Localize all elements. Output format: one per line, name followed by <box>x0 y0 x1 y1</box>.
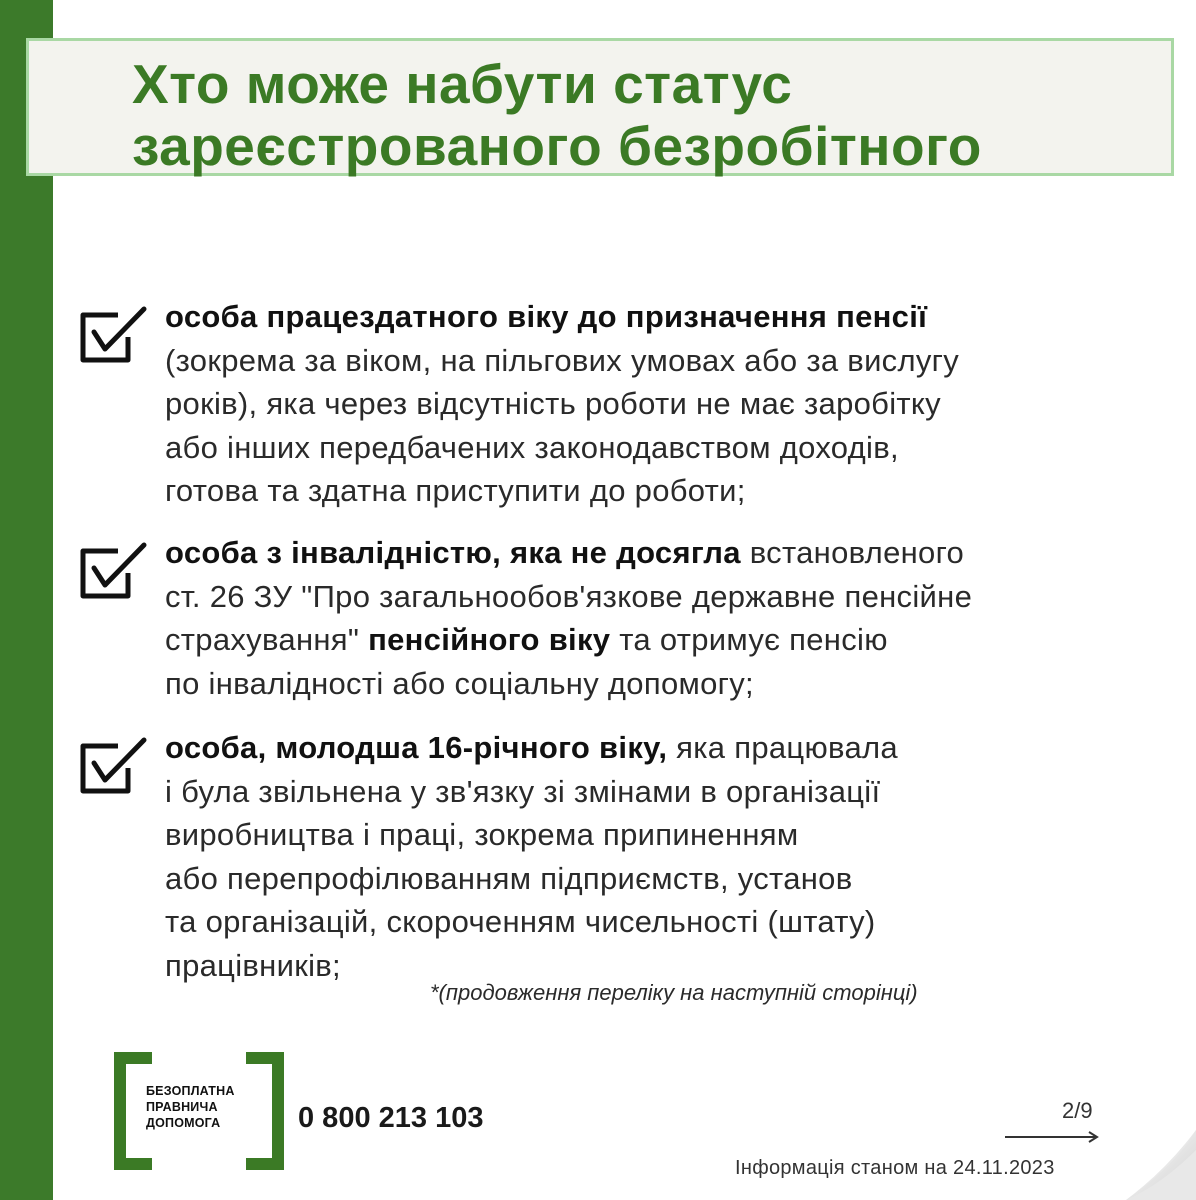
info-date: Інформація станом на 24.11.2023 <box>735 1157 1055 1179</box>
list-item <box>78 295 1178 515</box>
list-item <box>78 531 1178 711</box>
item-text: особа працездатного віку до призначення пенсії (зокрема за віком, на пільгових умовах або за вислугу років), яка через відсутність роботи не має заробітку або інших передбачених законодавством доходів, готова та здатна приступити до роботи; <box>165 299 960 508</box>
footnote: *(продовження переліку на наступній сторінці) <box>430 980 918 1005</box>
title-box <box>26 38 1174 176</box>
item-bold-text: особа з інвалідністю, яка не досягла <box>165 535 741 570</box>
page-curl-decoration <box>1106 1110 1196 1200</box>
page-number: 2/9 <box>1062 1098 1093 1123</box>
item-bold-text: пенсійного віку <box>368 622 611 657</box>
item-bold-text: особа працездатного віку до призначення пенсії <box>165 299 928 334</box>
list-item <box>78 726 1178 986</box>
hotline-phone: 0 800 213 103 <box>298 1102 484 1134</box>
logo-text: БЕЗОПЛАТНА ПРАВНИЧА ДОПОМОГА <box>146 1084 235 1130</box>
checkbox-check-icon <box>78 736 150 798</box>
page-title: Хто може набути статус зареєстрованого безробітного <box>132 53 982 177</box>
side-accent-bar <box>0 0 53 1200</box>
item-text: особа, молодша 16-річного віку, яка працювала і була звільнена у зв'язку зі змінами в організації виробництва і праці, зокрема припиненням або перепрофілюванням підприємств, установ та організацій, скороченням чисельності (штату) працівників; <box>165 730 898 983</box>
item-bold-text: особа, молодша 16-річного віку, <box>165 730 668 765</box>
checkbox-check-icon <box>78 305 150 367</box>
checkbox-check-icon <box>78 541 150 603</box>
arrow-right-icon[interactable] <box>1005 1130 1100 1144</box>
item-text: особа з інвалідністю, яка не досягла встановленого ст. 26 ЗУ "Про загальнообов'язкове державне пенсійне страхування" пенсійного віку та отримує пенсію по інвалідності або соціальну допомогу; <box>165 535 973 701</box>
